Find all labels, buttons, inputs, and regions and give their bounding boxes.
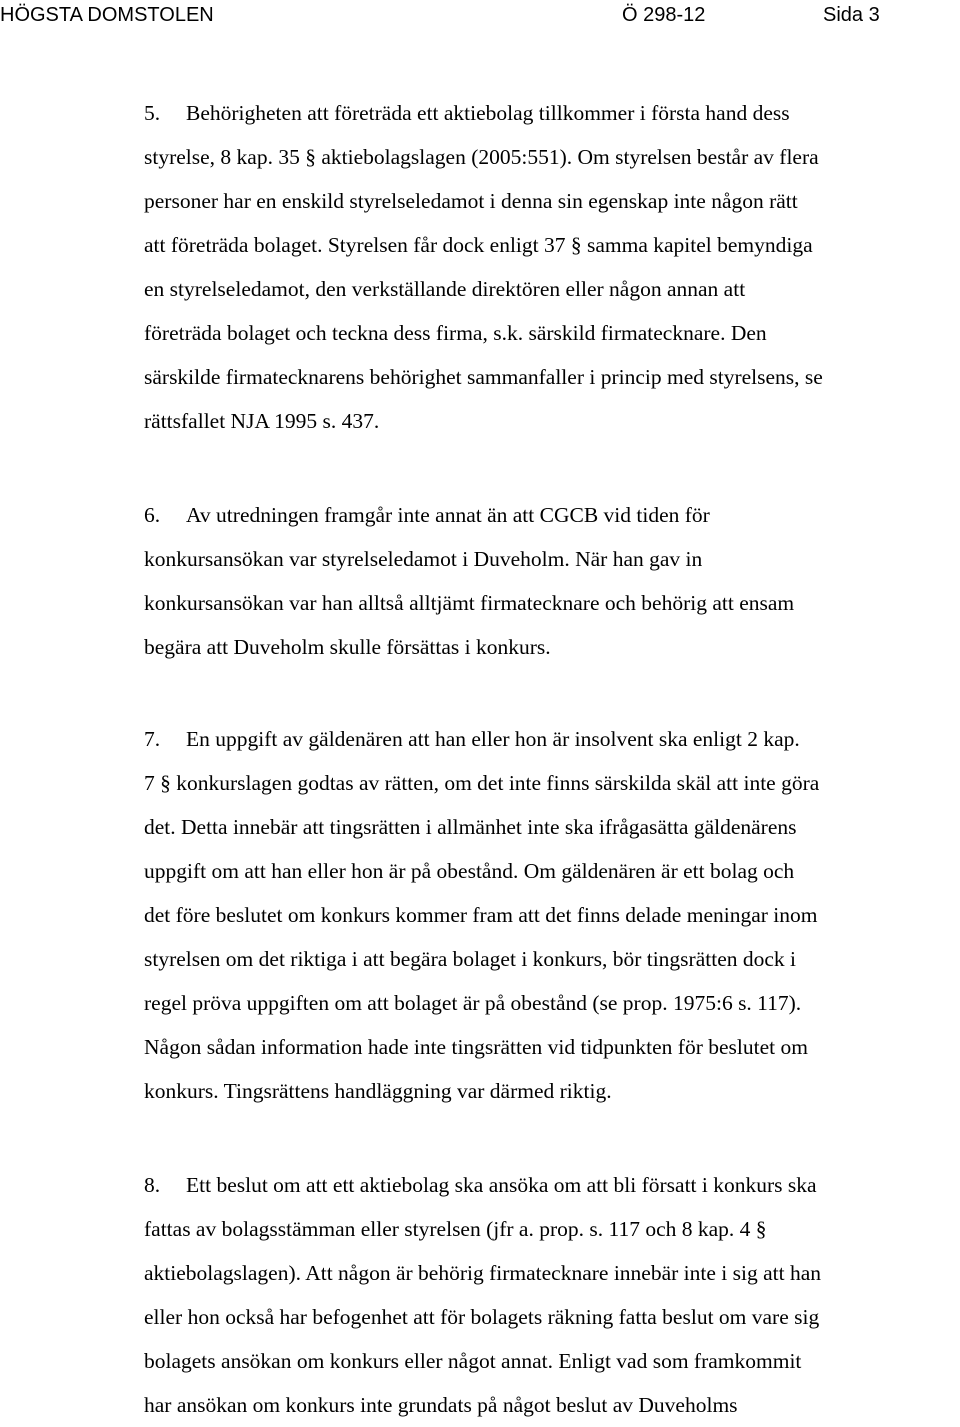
paragraph-7-line bbox=[144, 944, 796, 974]
line-text: en styrelseledamot, den verkställande direktören eller någon annan att bbox=[144, 277, 746, 301]
paragraph-8-line bbox=[144, 1214, 767, 1244]
paragraph-6-line bbox=[144, 500, 710, 530]
paragraph-6-line bbox=[144, 544, 702, 574]
line-text: styrelse, 8 kap. 35 § aktiebolagslagen (2005:551). Om styrelsen består av flera bbox=[144, 145, 819, 169]
line-text: särskilde firmatecknarens behörighet sammanfaller i princip med styrelsens, se bbox=[144, 365, 823, 389]
line-text: har ansökan om konkurs inte grundats på något beslut av Duveholms bbox=[144, 1393, 738, 1417]
line-text: Ett beslut om att ett aktiebolag ska ansöka om att bli försatt i konkurs ska bbox=[186, 1173, 817, 1197]
paragraph-6-line bbox=[144, 588, 794, 618]
paragraph-5-line bbox=[144, 362, 823, 392]
line-text: att företräda bolaget. Styrelsen får dock enligt 37 § samma kapitel bemyndiga bbox=[144, 233, 813, 257]
paragraph-5-line bbox=[144, 98, 790, 128]
line-text: rättsfallet NJA 1995 s. 437. bbox=[144, 409, 380, 433]
paragraph-8-line bbox=[144, 1346, 801, 1376]
line-text: bolagets ansökan om konkurs eller något annat. Enligt vad som framkommit bbox=[144, 1349, 802, 1373]
line-text: Av utredningen framgår inte annat än att CGCB vid tiden för bbox=[186, 503, 710, 527]
line-text: eller hon också har befogenhet att för bolagets räkning fatta beslut om vare sig bbox=[144, 1305, 820, 1329]
court-name: HÖGSTA DOMSTOLEN bbox=[0, 4, 214, 26]
line-text: det före beslutet om konkurs kommer fram att det finns delade meningar inom bbox=[144, 903, 818, 927]
paragraph-6-line bbox=[144, 632, 551, 662]
line-text: En uppgift av gäldenären att han eller hon är insolvent ska enligt 2 kap. bbox=[186, 727, 800, 751]
line-text: regel pröva uppgiften om att bolaget är på obestånd (se prop. 1975:6 s. 117). bbox=[144, 991, 802, 1015]
paragraph-5-line bbox=[144, 318, 767, 348]
paragraph-7-line bbox=[144, 988, 801, 1018]
line-text: styrelsen om det riktiga i att begära bolaget i konkurs, bör tingsrätten dock i bbox=[144, 947, 797, 971]
paragraph-8-line bbox=[144, 1258, 821, 1288]
line-text: konkursansökan var styrelseledamot i Duveholm. När han gav in bbox=[144, 547, 703, 571]
paragraph-8-line bbox=[144, 1390, 738, 1420]
paragraph-5-line bbox=[144, 274, 745, 304]
line-text: konkursansökan var han alltså alltjämt firmatecknare och behörig att ensam bbox=[144, 591, 795, 615]
page-header bbox=[0, 4, 960, 32]
paragraph-number: 6. bbox=[144, 503, 161, 527]
line-text: uppgift om att han eller hon är på obestånd. Om gäldenären är ett bolag och bbox=[144, 859, 795, 883]
line-text: Behörigheten att företräda ett aktiebolag tillkommer i första hand dess bbox=[186, 101, 790, 125]
line-text: begära att Duveholm skulle försättas i konkurs. bbox=[144, 635, 551, 659]
paragraph-8-line bbox=[144, 1170, 817, 1200]
line-text: personer har en enskild styrelseledamot i denna sin egenskap inte någon rätt bbox=[144, 189, 798, 213]
line-text: fattas av bolagsstämman eller styrelsen (jfr a. prop. s. 117 och 8 kap. 4 § bbox=[144, 1217, 767, 1241]
paragraph-8-line bbox=[144, 1302, 819, 1332]
paragraph-number: 5. bbox=[144, 101, 161, 125]
line-text: 7 § konkurslagen godtas av rätten, om det inte finns särskilda skäl att inte göra bbox=[144, 771, 820, 795]
paragraph-7-line bbox=[144, 856, 794, 886]
paragraph-5-line bbox=[144, 230, 813, 260]
paragraph-7-line bbox=[144, 812, 797, 842]
line-text: företräda bolaget och teckna dess firma, s.k. särskild firmatecknare. Den bbox=[144, 321, 767, 345]
page-number: Sida 3 bbox=[823, 4, 880, 26]
line-text: det. Detta innebär att tingsrätten i allmänhet inte ska ifrågasätta gäldenärens bbox=[144, 815, 797, 839]
line-text: konkurs. Tingsrättens handläggning var därmed riktig. bbox=[144, 1079, 612, 1103]
paragraph-5-line bbox=[144, 186, 798, 216]
paragraph-7-line bbox=[144, 900, 817, 930]
paragraph-7-line bbox=[144, 1076, 612, 1106]
line-text: aktiebolagslagen). Att någon är behörig firmatecknare innebär inte i sig att han bbox=[144, 1261, 822, 1285]
paragraph-number: 8. bbox=[144, 1173, 161, 1197]
paragraph-7-line bbox=[144, 1032, 808, 1062]
paragraph-5-line bbox=[144, 406, 379, 436]
paragraph-number: 7. bbox=[144, 727, 161, 751]
paragraph-5-line bbox=[144, 142, 819, 172]
paragraph-7-line bbox=[144, 724, 800, 754]
case-number: Ö 298-12 bbox=[622, 4, 706, 26]
line-text: Någon sådan information hade inte tingsrätten vid tidpunkten för beslutet om bbox=[144, 1035, 808, 1059]
paragraph-7-line bbox=[144, 768, 819, 798]
